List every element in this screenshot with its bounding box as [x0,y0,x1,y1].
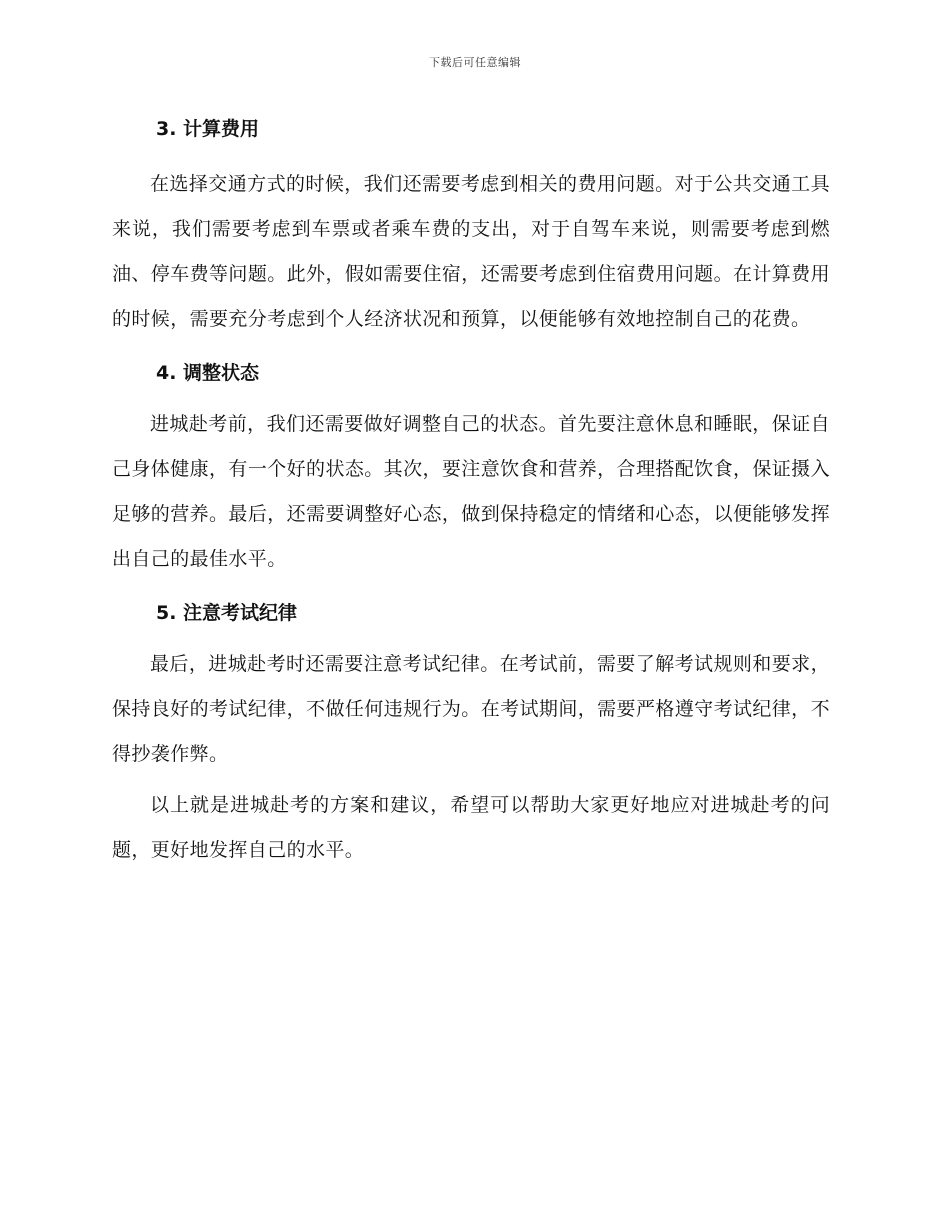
page-header-note: 下载后可任意编辑 [429,56,521,69]
section-heading-exam-discipline: 5. 注意考试纪律 [156,602,298,624]
section-heading-calculate-costs: 3. 计算费用 [156,118,260,140]
paragraph-calculate-costs: 在选择交通方式的时候，我们还需要考虑到相关的费用问题。对于公共交通工具来说，我们需要考虑到车票或者乘车费的支出，对于自驾车来说，则需要考虑到燃油、停车费等问题。此外，假如需要住宿，还需要考虑到住宿费用问题。在计算费用的时候，需要充分考虑到个人经济状况和预算，以便能够有效地控制自己的花费。 [112,173,830,330]
paragraph-adjust-state: 进城赴考前，我们还需要做好调整自己的状态。首先要注意休息和睡眠，保证自己身体健康，有一个好的状态。其次，要注意饮食和营养，合理搭配饮食，保证摄入足够的营养。最后，还需要调整好心态，做到保持稳定的情绪和心态，以便能够发挥出自己的最佳水平。 [112,413,830,570]
document-body [112,112,830,873]
paragraph-exam-discipline: 最后，进城赴考时还需要注意考试纪律。在考试前，需要了解考试规则和要求，保持良好的考试纪律，不做任何违规行为。在考试期间，需要严格遵守考试纪律，不得抄袭作弊。 [112,653,830,765]
paragraph-closing: 以上就是进城赴考的方案和建议，希望可以帮助大家更好地应对进城赴考的问题，更好地发挥自己的水平。 [112,794,830,861]
section-heading-adjust-state: 4. 调整状态 [156,362,260,384]
